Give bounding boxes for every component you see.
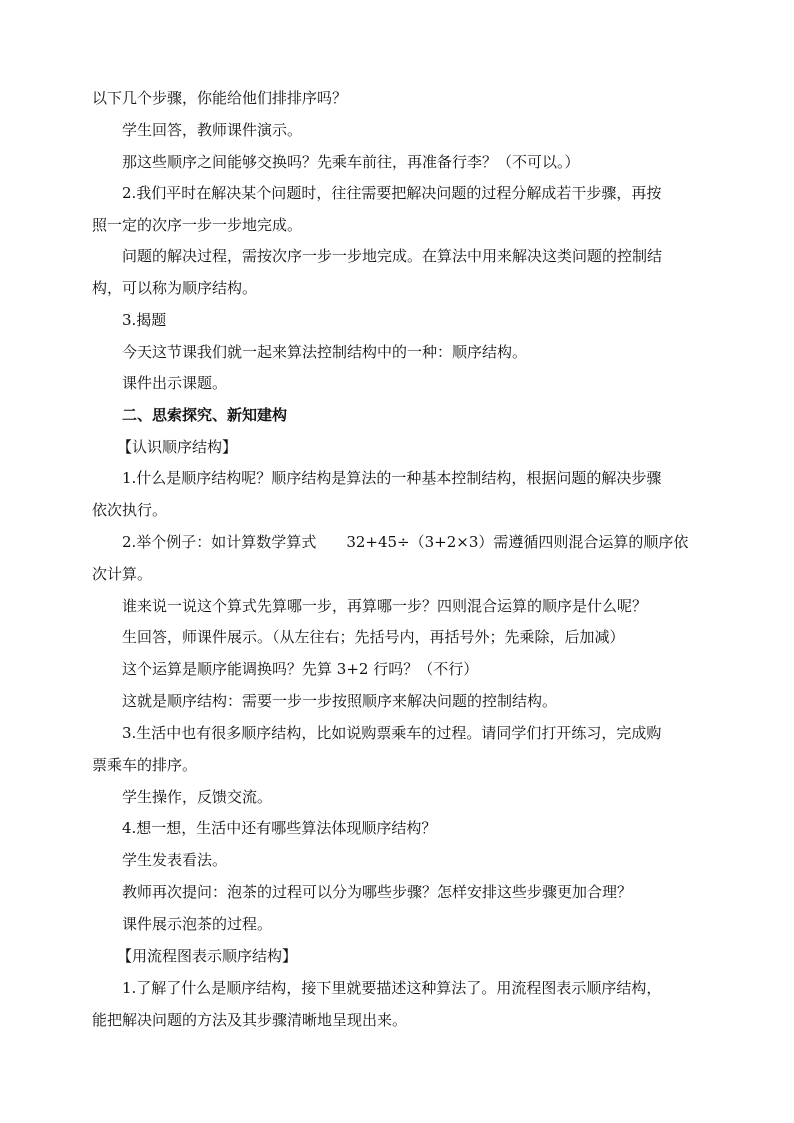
paragraph-line: 今天这节课我们就一起来算法控制结构中的一种：顺序结构。 [122, 343, 528, 361]
paragraph-line: 能把解决问题的方法及其步骤清晰地呈现出来。 [92, 1011, 408, 1029]
paragraph-line: 3.生活中也有很多顺序结构，比如说购票乘车的过程。请同学们打开练习，完成购 [122, 724, 662, 742]
paragraph-line: 生回答，师课件展示。（从左往右；先括号内，再括号外；先乘除，后加减） [122, 628, 625, 646]
section-heading: 二、思索探究、新知建构 [122, 406, 288, 424]
paragraph-line: 票乘车的排序。 [92, 756, 198, 774]
subsection-heading: 【认识顺序结构】 [117, 438, 238, 456]
paragraph-line: 学生操作，反馈交流。 [122, 788, 273, 806]
paragraph-line: 4.想一想，生活中还有哪些算法体现顺序结构？ [122, 819, 437, 837]
paragraph-line: 谁来说一说这个算式先算哪一步，再算哪一步？四则混合运算的顺序是什么呢？ [122, 597, 648, 615]
paragraph-line: 学生回答，教师课件演示。 [122, 121, 303, 139]
paragraph-line: 次计算。 [92, 565, 153, 583]
paragraph-line: 2.举个例子：如计算数学算式 32+45÷（3+2×3）需遵循四则混合运算的顺序依 [122, 533, 689, 551]
subsection-heading: 【用流程图表示顺序结构】 [117, 947, 298, 965]
paragraph-line: 照一定的次序一步一步地完成。 [92, 216, 303, 234]
paragraph-line: 那这些顺序之间能够交换吗？先乘车前往，再准备行李？（不可以。） [122, 153, 580, 171]
paragraph-line: 以下几个步骤，你能给他们排排序吗？ [92, 89, 348, 107]
paragraph-line: 教师再次提问：泡茶的过程可以分为哪些步骤？怎样安排这些步骤更加合理？ [122, 883, 633, 901]
paragraph-line: 1.了解了什么是顺序结构，接下里就要描述这种算法了。用流程图表示顺序结构， [122, 979, 662, 997]
paragraph-line: 依次执行。 [92, 501, 168, 519]
paragraph-line: 1.什么是顺序结构呢？顺序结构是算法的一种基本控制结构，根据问题的解决步骤 [122, 469, 662, 487]
paragraph-line: 2.我们平时在解决某个问题时，往往需要把解决问题的过程分解成若干步骤，再按 [122, 184, 662, 202]
paragraph-line: 课件出示课题。 [122, 374, 228, 392]
paragraph-line: 这就是顺序结构：需要一步一步按照顺序来解决问题的控制结构。 [122, 692, 558, 710]
paragraph-line: 问题的解决过程，需按次序一步一步地完成。在算法中用来解决这类问题的控制结 [122, 247, 663, 265]
paragraph-line: 构，可以称为顺序结构。 [92, 279, 258, 297]
paragraph-line: 3.揭题 [122, 311, 167, 329]
paragraph-line: 学生发表看法。 [122, 851, 228, 869]
paragraph-line: 课件展示泡茶的过程。 [122, 915, 273, 933]
paragraph-line: 这个运算是顺序能调换吗？先算 3+2 行吗？（不行） [122, 660, 479, 678]
